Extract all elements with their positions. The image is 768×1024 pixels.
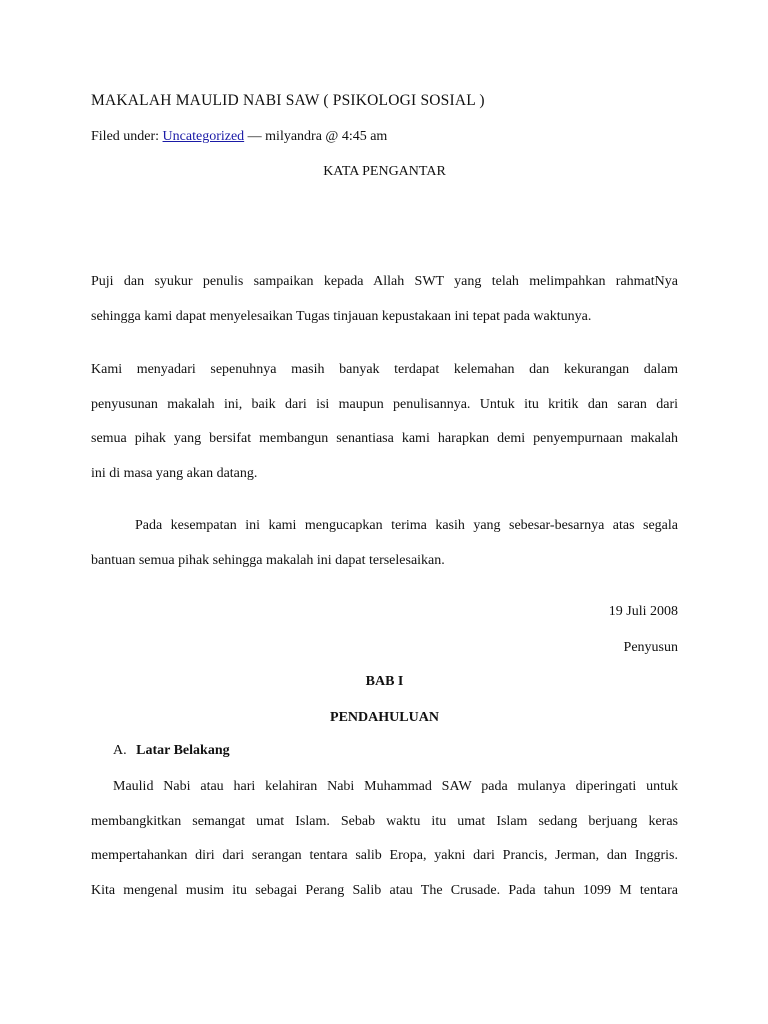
section-title: Latar Belakang: [136, 743, 230, 758]
paragraph-line: Pada kesempatan ini kami mengucapkan terima kasih yang sebesar-besarnya atas segala: [135, 518, 678, 533]
paragraph-line: penyusunan makalah ini, baik dari isi maupun penulisannya. Untuk itu kritik dan saran dari: [91, 396, 678, 412]
heading-kata-pengantar: KATA PENGANTAR: [323, 164, 446, 179]
paragraph-line: bantuan semua pihak sehingga makalah ini dapat terselesaikan.: [91, 552, 445, 568]
paragraph-line: Maulid Nabi atau hari kelahiran Nabi Muhammad SAW pada mulanya diperingati untuk: [113, 779, 678, 794]
filed-under-label: Filed under:: [91, 129, 160, 144]
paragraph-line: semua pihak yang bersifat membangun senantiasa kami harapkan demi penyempurnaan makalah: [91, 431, 678, 446]
chapter-title: PENDAHULUAN: [330, 710, 439, 725]
document-title: MAKALAH MAULID NABI SAW ( PSIKOLOGI SOSIAL ): [91, 92, 485, 109]
paragraph-line: Kami menyadari sepenuhnya masih banyak terdapat kelemahan dan kekurangan dalam: [91, 362, 678, 377]
section-heading: [113, 742, 700, 759]
paragraph-line: sehingga kami dapat menyelesaikan Tugas tinjauan kepustakaan ini tepat pada waktunya.: [91, 308, 592, 324]
paragraph-3: [91, 517, 678, 586]
paragraph-line: ini di masa yang akan datang.: [91, 465, 258, 481]
author-time: — milyandra @ 4:45 am: [247, 129, 388, 144]
chapter-number: BAB I: [365, 674, 404, 689]
document-date: 19 Juli 2008: [608, 604, 678, 619]
section-letter: A.: [113, 743, 127, 758]
paragraph-line: Puji dan syukur penulis sampaikan kepada Allah SWT yang telah melimpahkan rahmatNya: [91, 274, 678, 289]
signature-label: Penyusun: [623, 640, 678, 655]
post-meta: [91, 128, 678, 145]
paragraph-2: [91, 361, 678, 499]
paragraph-line: mempertahankan diri dari serangan tentara salib Eropa, yakni dari Prancis, Jerman, dan Inggris.: [91, 848, 678, 863]
paragraph-line: membangkitkan semangat umat Islam. Sebab waktu itu umat Islam sedang berjuang keras: [91, 813, 678, 829]
paragraph-line: Kita mengenal musim itu sebagai Perang Salib atau The Crusade. Pada tahun 1099 M tentara: [91, 882, 678, 898]
paragraph-1: [91, 273, 678, 342]
paragraph-4: [91, 778, 678, 916]
category-link[interactable]: Uncategorized: [162, 129, 245, 144]
